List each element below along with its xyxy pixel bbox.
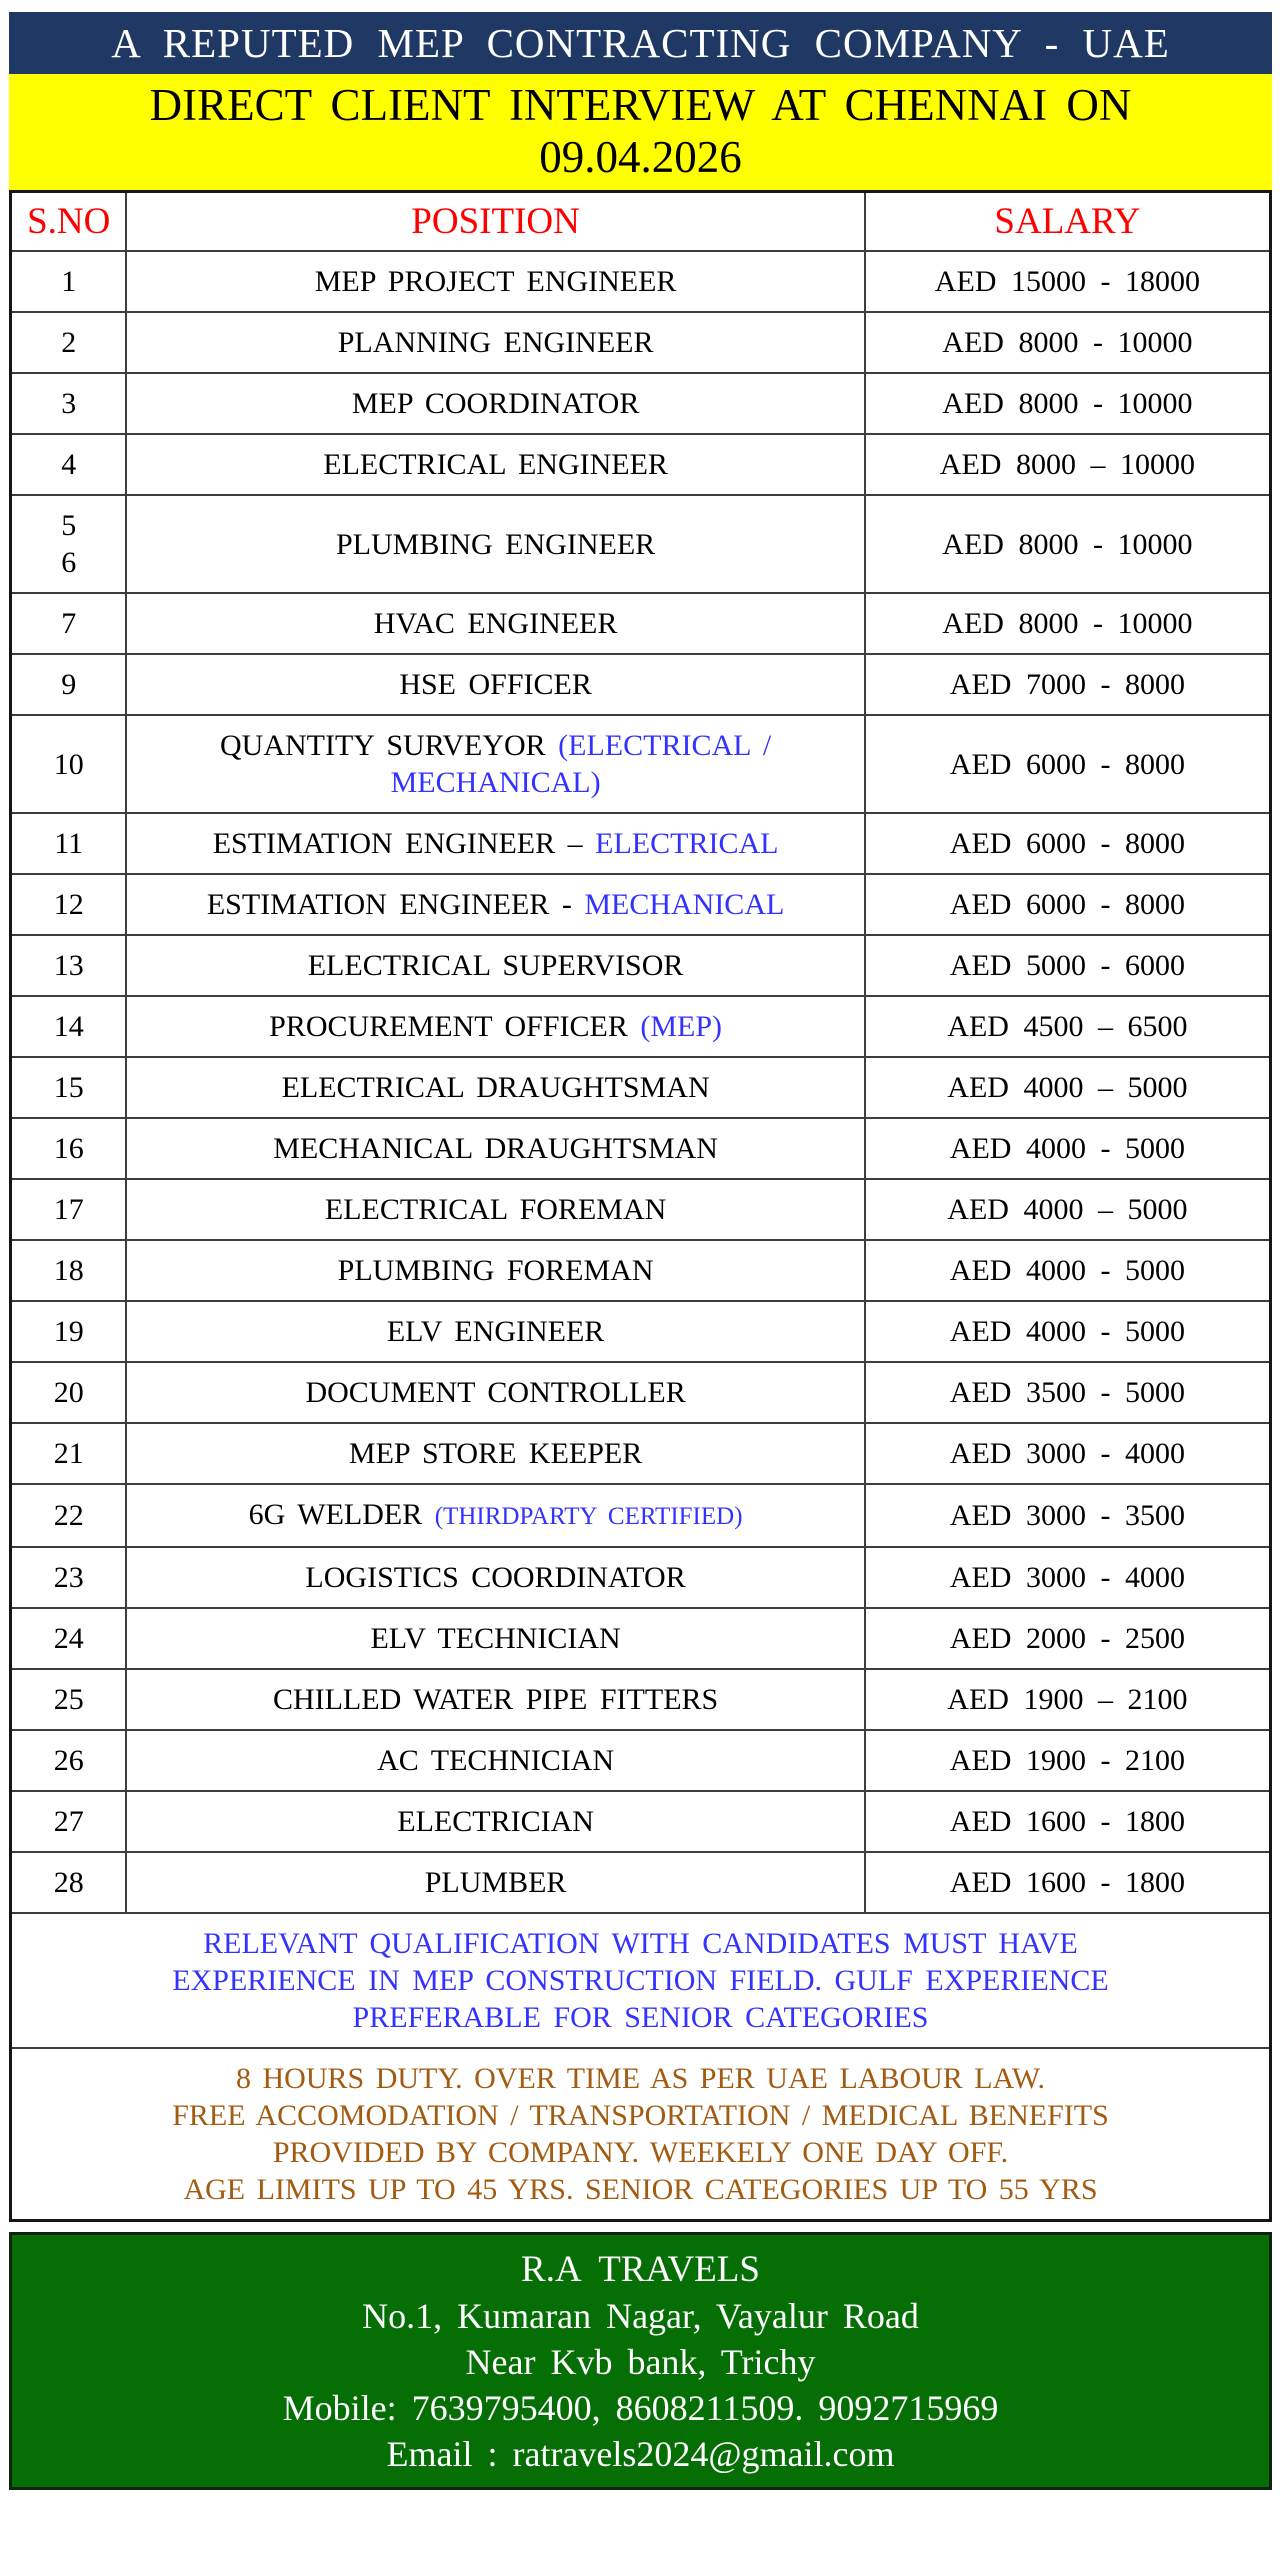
salary-cell: AED 6000 - 8000 (865, 813, 1271, 874)
position-text: MEP PROJECT ENGINEER (314, 265, 677, 298)
position-cell (126, 1730, 864, 1791)
interview-banner (9, 74, 1272, 190)
position-cell (126, 312, 864, 373)
salary-cell: AED 4000 – 5000 (865, 1057, 1271, 1118)
salary-cell: AED 6000 - 8000 (865, 874, 1271, 935)
table-row (11, 495, 1271, 593)
sno-cell: 26 (11, 1730, 127, 1791)
table-row (11, 434, 1271, 495)
position-cell (126, 1301, 864, 1362)
salary-cell: AED 3000 - 4000 (865, 1423, 1271, 1484)
benefits-note-row (11, 2048, 1271, 2221)
position-note: (THIRDPARTY CERTIFIED) (434, 1503, 743, 1530)
table-row (11, 1484, 1271, 1547)
position-text: PLUMBING ENGINEER (336, 527, 656, 561)
column-header-sno: S.NO (11, 192, 127, 252)
salary-cell: AED 5000 - 6000 (865, 935, 1271, 996)
position-cell (126, 654, 864, 715)
position-text: AC TECHNICIAN (377, 1744, 615, 1777)
table-row (11, 996, 1271, 1057)
position-cell (126, 251, 864, 312)
sno-cell: 5 6 (11, 495, 127, 593)
sno-cell: 22 (11, 1484, 127, 1547)
table-row (11, 1423, 1271, 1484)
table-row (11, 1240, 1271, 1301)
column-header-salary: SALARY (865, 192, 1271, 252)
salary-cell: AED 7000 - 8000 (865, 654, 1271, 715)
sno-cell: 27 (11, 1791, 127, 1852)
sno-cell: 1 (11, 251, 127, 312)
position-note: (MEP) (640, 1010, 723, 1043)
sno-cell: 10 (11, 715, 127, 813)
salary-cell: AED 1600 - 1800 (865, 1791, 1271, 1852)
sno-cell: 23 (11, 1547, 127, 1608)
table-row (11, 312, 1271, 373)
position-cell (126, 1179, 864, 1240)
jobs-table-body (11, 251, 1271, 1913)
table-row (11, 1179, 1271, 1240)
position-note: (ELECTRICAL / MECHANICAL) (390, 729, 772, 799)
position-text: LOGISTICS COORDINATOR (305, 1561, 686, 1594)
company-title: A REPUTED MEP CONTRACTING COMPANY - UAE (111, 20, 1170, 66)
table-row (11, 373, 1271, 434)
table-row (11, 1118, 1271, 1179)
salary-cell: AED 8000 - 10000 (865, 312, 1271, 373)
table-row (11, 1608, 1271, 1669)
position-cell (126, 1484, 864, 1547)
sno-cell: 18 (11, 1240, 127, 1301)
position-cell (126, 874, 864, 935)
table-row (11, 1669, 1271, 1730)
agency-name: R.A TRAVELS (521, 2249, 760, 2290)
salary-cell: AED 3500 - 5000 (865, 1362, 1271, 1423)
agency-footer (9, 2232, 1272, 2490)
position-text: ELECTRICAL FOREMAN (324, 1193, 667, 1226)
salary-cell: AED 4000 - 5000 (865, 1118, 1271, 1179)
position-cell (126, 715, 864, 813)
qualification-note-row (11, 1913, 1271, 2048)
table-row (11, 654, 1271, 715)
column-header-position: POSITION (126, 192, 864, 252)
table-row (11, 1852, 1271, 1913)
table-row (11, 1057, 1271, 1118)
sno-cell: 19 (11, 1301, 127, 1362)
position-cell (126, 1669, 864, 1730)
sno-cell: 4 (11, 434, 127, 495)
salary-cell: AED 4000 - 5000 (865, 1301, 1271, 1362)
sno-cell: 13 (11, 935, 127, 996)
position-cell (126, 1852, 864, 1913)
position-text: PLANNING ENGINEER (337, 326, 654, 359)
sno-cell: 16 (11, 1118, 127, 1179)
salary-cell: AED 4500 – 6500 (865, 996, 1271, 1057)
agency-email: Email : ratravels2024@gmail.com (386, 2434, 895, 2474)
position-text: MEP STORE KEEPER (348, 1437, 643, 1470)
position-cell (126, 1423, 864, 1484)
position-cell (126, 1791, 864, 1852)
position-text: ELECTRICAL ENGINEER (323, 448, 668, 481)
position-cell (126, 373, 864, 434)
agency-mobile: Mobile: 7639795400, 8608211509. 9092715969 (282, 2388, 999, 2428)
position-text: ELV TECHNICIAN (370, 1622, 621, 1655)
position-cell (126, 813, 864, 874)
sno-cell: 9 (11, 654, 127, 715)
salary-cell: AED 1900 - 2100 (865, 1730, 1271, 1791)
position-text: ELECTRICAL SUPERVISOR (307, 949, 684, 982)
table-row (11, 715, 1271, 813)
company-title-bar (9, 12, 1272, 74)
salary-cell: AED 2000 - 2500 (865, 1608, 1271, 1669)
salary-cell: AED 4000 - 5000 (865, 1240, 1271, 1301)
position-text: HSE OFFICER (399, 668, 592, 701)
salary-cell: AED 8000 – 10000 (865, 434, 1271, 495)
interview-banner-line1: DIRECT CLIENT INTERVIEW AT CHENNAI ON (149, 80, 1132, 130)
position-cell (126, 1608, 864, 1669)
agency-address-line2: Near Kvb bank, Trichy (465, 2342, 816, 2382)
salary-cell: AED 8000 - 10000 (865, 495, 1271, 593)
position-note: MECHANICAL (584, 888, 785, 921)
table-row (11, 251, 1271, 312)
salary-cell: AED 8000 - 10000 (865, 593, 1271, 654)
position-cell (126, 1362, 864, 1423)
position-cell (126, 434, 864, 495)
position-text: DOCUMENT CONTROLLER (305, 1376, 686, 1409)
table-row (11, 1301, 1271, 1362)
salary-cell: AED 6000 - 8000 (865, 715, 1271, 813)
sno-cell: 11 (11, 813, 127, 874)
sno-cell: 28 (11, 1852, 127, 1913)
interview-banner-line2: 09.04.2026 (539, 132, 742, 182)
position-text: PLUMBER (424, 1866, 567, 1899)
position-cell (126, 1118, 864, 1179)
position-text: ELECTRICAL DRAUGHTSMAN (281, 1071, 710, 1104)
sno-cell: 24 (11, 1608, 127, 1669)
position-cell (126, 935, 864, 996)
sno-cell: 21 (11, 1423, 127, 1484)
position-text: 6G WELDER (248, 1498, 423, 1531)
sno-cell: 14 (11, 996, 127, 1057)
position-cell (126, 495, 864, 593)
position-text: ESTIMATION ENGINEER – (212, 827, 583, 860)
jobs-table (9, 190, 1272, 2222)
position-text: PROCUREMENT OFFICER (269, 1010, 628, 1043)
table-header-row (11, 192, 1271, 252)
sno-cell: 15 (11, 1057, 127, 1118)
position-text: MEP COORDINATOR (351, 387, 640, 420)
position-text: ELV ENGINEER (386, 1315, 605, 1348)
sno-cell: 20 (11, 1362, 127, 1423)
position-cell (126, 1240, 864, 1301)
sno-cell: 25 (11, 1669, 127, 1730)
position-cell (126, 996, 864, 1057)
agency-address-line1: No.1, Kumaran Nagar, Vayalur Road (362, 2296, 919, 2336)
sno-cell: 2 (11, 312, 127, 373)
position-cell (126, 1057, 864, 1118)
salary-cell: AED 8000 - 10000 (865, 373, 1271, 434)
salary-cell: AED 3000 - 3500 (865, 1484, 1271, 1547)
table-row (11, 593, 1271, 654)
salary-cell: AED 1900 – 2100 (865, 1669, 1271, 1730)
position-text: MECHANICAL DRAUGHTSMAN (273, 1132, 718, 1165)
salary-cell: AED 3000 - 4000 (865, 1547, 1271, 1608)
salary-cell: AED 1600 - 1800 (865, 1852, 1271, 1913)
table-row (11, 874, 1271, 935)
position-cell (126, 593, 864, 654)
position-text: QUANTITY SURVEYOR (220, 729, 546, 762)
table-row (11, 1362, 1271, 1423)
position-text: PLUMBING FOREMAN (337, 1254, 654, 1287)
position-note: ELECTRICAL (595, 827, 779, 860)
table-row (11, 813, 1271, 874)
salary-cell: AED 15000 - 18000 (865, 251, 1271, 312)
sno-cell: 7 (11, 593, 127, 654)
sno-cell: 12 (11, 874, 127, 935)
salary-cell: AED 4000 – 5000 (865, 1179, 1271, 1240)
table-row (11, 1547, 1271, 1608)
benefits-note-text: 8 HOURS DUTY. OVER TIME AS PER UAE LABOUR LAW. FREE ACCOMODATION / TRANSPORTATION / MEDICAL BENEFITS PROVIDED BY COMPANY. WEEKELY ONE DAY OFF. AGE LIMITS UP TO 45 YRS. SENIOR CATEGORIES UP TO 55 YRS (11, 2048, 1271, 2221)
sno-cell: 17 (11, 1179, 127, 1240)
table-row (11, 935, 1271, 996)
table-row (11, 1791, 1271, 1852)
position-text: ESTIMATION ENGINEER - (206, 888, 572, 921)
position-text: ELECTRICIAN (397, 1805, 594, 1838)
position-cell (126, 1547, 864, 1608)
position-text: CHILLED WATER PIPE FITTERS (272, 1683, 719, 1716)
sno-cell: 3 (11, 373, 127, 434)
position-text: HVAC ENGINEER (373, 607, 618, 640)
table-row (11, 1730, 1271, 1791)
qualification-note-text: RELEVANT QUALIFICATION WITH CANDIDATES MUST HAVE EXPERIENCE IN MEP CONSTRUCTION FIELD. GULF EXPERIENCE PREFERABLE FOR SENIOR CATEGORIES (11, 1913, 1271, 2048)
